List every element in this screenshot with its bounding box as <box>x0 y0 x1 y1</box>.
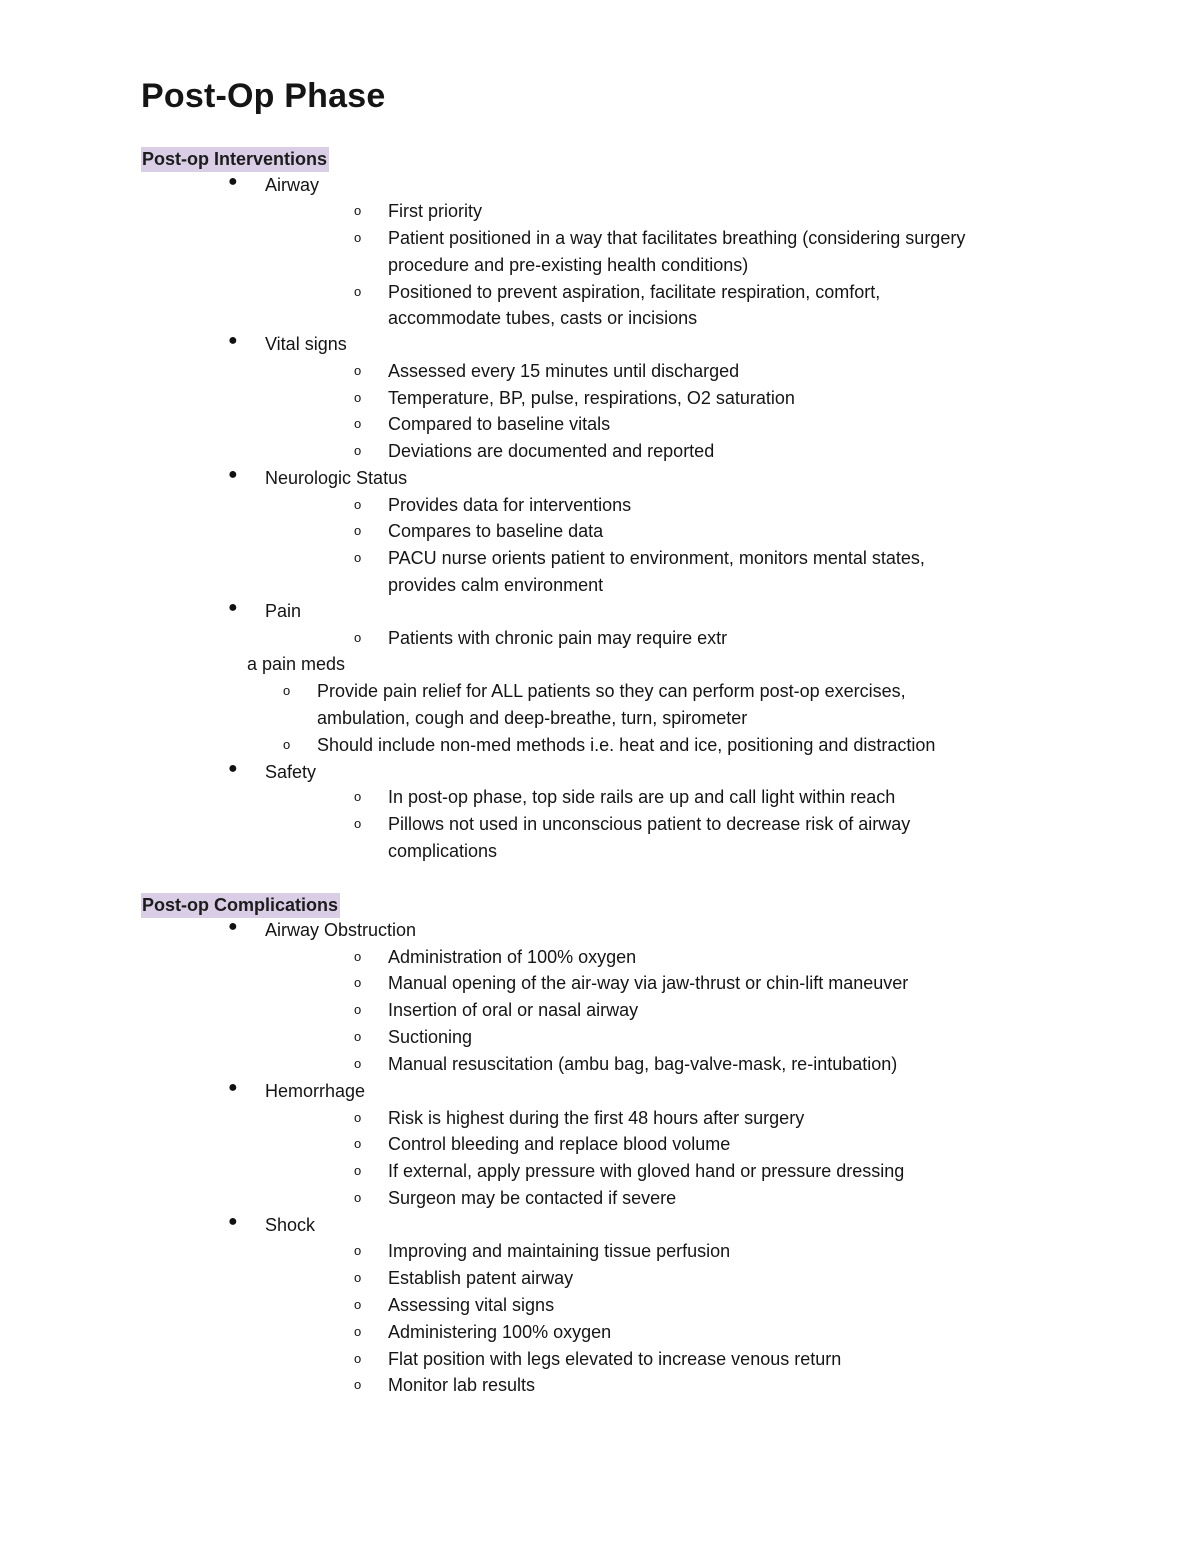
sub-item-continuation: accommodate tubes, casts or incisions <box>388 308 698 328</box>
sub-item: First priority <box>388 201 482 221</box>
page-title: Post-Op Phase <box>141 77 386 115</box>
list-item-safety: Safety <box>265 762 317 782</box>
list-item-airway-obstruction: Airway Obstruction <box>265 920 417 940</box>
sub-item: Insertion of oral or nasal airway <box>388 1000 639 1020</box>
sub-item: Monitor lab results <box>388 1375 536 1395</box>
circle-bullet-icon: o <box>283 737 291 752</box>
circle-bullet-icon: o <box>354 1297 362 1312</box>
circle-bullet-icon: o <box>354 1324 362 1339</box>
sub-item: Surgeon may be contacted if severe <box>388 1188 677 1208</box>
circle-bullet-icon: o <box>354 949 362 964</box>
circle-bullet-icon: o <box>354 1351 362 1366</box>
bullet-icon: ● <box>228 332 238 349</box>
list-item-pain: Pain <box>265 601 302 621</box>
sub-item-continuation: procedure and pre-existing health conditions) <box>388 255 749 275</box>
bullet-icon: ● <box>228 466 238 483</box>
sub-item: Manual resuscitation (ambu bag, bag-valve-mask, re-intubation) <box>388 1054 898 1074</box>
bullet-icon: ● <box>228 918 238 935</box>
circle-bullet-icon: o <box>354 550 362 565</box>
sub-item: Administering 100% oxygen <box>388 1322 612 1342</box>
section-heading-label: Post-op Complications <box>141 893 340 918</box>
circle-bullet-icon: o <box>354 1002 362 1017</box>
sub-item: In post-op phase, top side rails are up and call light within reach <box>388 787 896 807</box>
sub-item: Provides data for interventions <box>388 495 632 515</box>
sub-item: Positioned to prevent aspiration, facilitate respiration, comfort, <box>388 282 881 302</box>
sub-item-continuation: a pain meds <box>247 654 346 674</box>
sub-item: Should include non-med methods i.e. heat and ice, positioning and distraction <box>317 735 936 755</box>
sub-item: Patients with chronic pain may require extr <box>388 628 728 648</box>
circle-bullet-icon: o <box>354 1163 362 1178</box>
circle-bullet-icon: o <box>354 1190 362 1205</box>
bullet-icon: ● <box>228 599 238 616</box>
bullet-icon: ● <box>228 1213 238 1230</box>
circle-bullet-icon: o <box>354 1110 362 1125</box>
circle-bullet-icon: o <box>354 416 362 431</box>
sub-item: Compares to baseline data <box>388 521 604 541</box>
circle-bullet-icon: o <box>354 975 362 990</box>
bullet-icon: ● <box>228 173 238 190</box>
list-item-vital-signs: Vital signs <box>265 334 347 354</box>
circle-bullet-icon: o <box>354 789 362 804</box>
sub-item: Provide pain relief for ALL patients so they can perform post-op exercises, <box>317 681 906 701</box>
circle-bullet-icon: o <box>354 1270 362 1285</box>
sub-item: Compared to baseline vitals <box>388 414 611 434</box>
sub-item: Suctioning <box>388 1027 473 1047</box>
sub-item: Temperature, BP, pulse, respirations, O2 saturation <box>388 388 795 408</box>
sub-item: Risk is highest during the first 48 hours after surgery <box>388 1108 805 1128</box>
list-item-neurologic-status: Neurologic Status <box>265 468 408 488</box>
sub-item: Deviations are documented and reported <box>388 441 715 461</box>
circle-bullet-icon: o <box>354 203 362 218</box>
sub-item-continuation: complications <box>388 841 498 861</box>
list-item-shock: Shock <box>265 1215 316 1235</box>
circle-bullet-icon: o <box>354 1136 362 1151</box>
section-heading-label: Post-op Interventions <box>141 147 329 172</box>
sub-item: Manual opening of the air-way via jaw-thrust or chin-lift maneuver <box>388 973 909 993</box>
circle-bullet-icon: o <box>283 683 291 698</box>
sub-item: If external, apply pressure with gloved hand or pressure dressing <box>388 1161 905 1181</box>
circle-bullet-icon: o <box>354 284 362 299</box>
sub-item: Assessing vital signs <box>388 1295 555 1315</box>
sub-item: Control bleeding and replace blood volume <box>388 1134 731 1154</box>
circle-bullet-icon: o <box>354 497 362 512</box>
sub-item: Patient positioned in a way that facilitates breathing (considering surgery <box>388 228 966 248</box>
sub-item-continuation: ambulation, cough and deep-breathe, turn, spirometer <box>317 708 748 728</box>
circle-bullet-icon: o <box>354 523 362 538</box>
circle-bullet-icon: o <box>354 1377 362 1392</box>
sub-item: Flat position with legs elevated to increase venous return <box>388 1349 842 1369</box>
circle-bullet-icon: o <box>354 1243 362 1258</box>
sub-item: Assessed every 15 minutes until discharged <box>388 361 740 381</box>
sub-item: Pillows not used in unconscious patient to decrease risk of airway <box>388 814 911 834</box>
section-heading-complications <box>141 892 340 919</box>
bullet-icon: ● <box>228 760 238 777</box>
sub-item: Improving and maintaining tissue perfusion <box>388 1241 731 1261</box>
circle-bullet-icon: o <box>354 1029 362 1044</box>
circle-bullet-icon: o <box>354 630 362 645</box>
circle-bullet-icon: o <box>354 390 362 405</box>
circle-bullet-icon: o <box>354 363 362 378</box>
list-item-hemorrhage: Hemorrhage <box>265 1081 366 1101</box>
bullet-icon: ● <box>228 1079 238 1096</box>
circle-bullet-icon: o <box>354 443 362 458</box>
sub-item: Establish patent airway <box>388 1268 574 1288</box>
sub-item: Administration of 100% oxygen <box>388 947 637 967</box>
sub-item: PACU nurse orients patient to environment, monitors mental states, <box>388 548 925 568</box>
list-item-airway: Airway <box>265 175 320 195</box>
circle-bullet-icon: o <box>354 1056 362 1071</box>
sub-item-continuation: provides calm environment <box>388 575 604 595</box>
circle-bullet-icon: o <box>354 230 362 245</box>
circle-bullet-icon: o <box>354 816 362 831</box>
